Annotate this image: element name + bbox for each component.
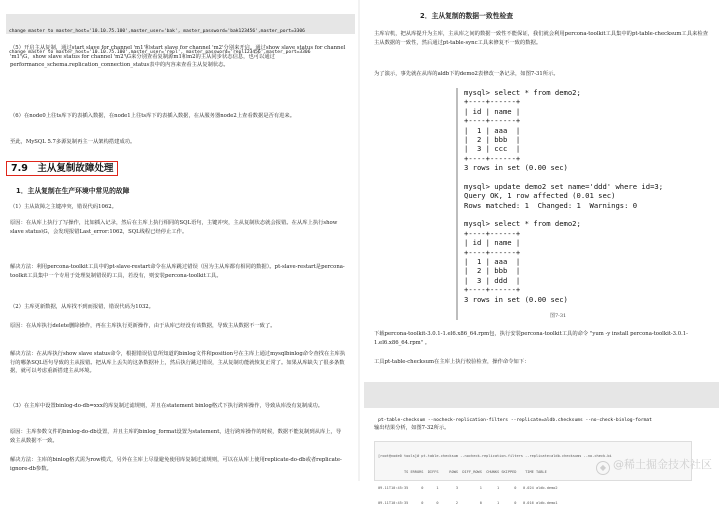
subsection-heading: 2．主从复制的数据一致性检查 (420, 12, 514, 20)
subsection-heading: 1．主从复制在生产环境中常见的故障 (16, 187, 130, 195)
terminal-line: 3 rows in set (0.00 sec) (464, 294, 568, 304)
terminal-line: +----+------+ (464, 153, 521, 163)
terminal-line: | 2 | bbb | (464, 134, 521, 144)
terminal-line: | id | name | (464, 238, 521, 248)
terminal-line: +----+------+ (464, 285, 521, 295)
paragraph: 原因：在从库上执行了写操作，比如插入记录，然后在主库上执行相同的SQL语句，主键冲突，主从复制状态就会报错。在从库上执行show slave status\G，会发现报错Last_error:1062，SQL线程已经停止工作。 (10, 220, 338, 235)
paragraph: 主库宕机，把从库提升为主库，主从库之间的数据一致性不能保证，我们就会利用percona-toolkit工具集中的pt-table-checksum工具来检查主从数据的一致性，然后通过pt-table-sync工具来修复不一致的数据。 (374, 31, 708, 46)
terminal-line: mysql> update demo2 set name='ddd' where id=3; (464, 181, 664, 191)
code-line: pt-table-checksum --nocheck-replication-filters --replicate=aldb.checksums --no-check-binlog-format (378, 418, 652, 423)
paragraph: 下载percona-toolkit-3.0.1-1.el6.x86_64.rpm包，执行安装percona-toolkit工具的命令 "yum -y install percona-toolkit-3.0.1-1.el6.x86_64.rpm" 。 (374, 331, 688, 346)
terminal-figure (456, 88, 666, 320)
terminal-line: 3 rows in set (0.00 sec) (464, 163, 568, 173)
code-line: change master to master_host='10.10.75.100',master_user='bak', master_password='bak123456',master_port=3306 (9, 29, 305, 34)
paragraph: （6）在node0上往ts库下的表插入数据，在node1上往ts库下的表插入数据，在从服务器node2上查看数据是否有进来。 (10, 113, 296, 119)
screenshot-line: TS ERRORS DIFFS ROWS DIFF_ROWS CHUNKS SKIPPED TIME TABLE (378, 470, 547, 475)
section-heading-text: 7.9 主从复制故障处理 (6, 161, 118, 176)
terminal-line: | 2 | bbb | (464, 266, 521, 276)
paragraph: （3）在主库中设置binlog-do-db=xxx的库复制过滤规则，并且在statement binlog格式下执行跨库操作，导致从库没有复制成功。 (10, 403, 324, 409)
paragraph: 解决方法：主库的binlog格式需为row模式，另外在主库上尽量避免使用库复制过滤规则，可以在从库上使用replicate-do-db或者replicate-ignore-db参数。 (10, 457, 342, 472)
screenshot-line: 09-11T10:45:35 0 1 3 1 1 0 0.024 aldb.demo2 (378, 485, 558, 490)
code-block (364, 382, 719, 423)
page-gutter (358, 0, 360, 481)
watermark-logo-icon: ◆ (596, 461, 610, 475)
terminal-line: Query OK, 1 row affected (0.01 sec) (464, 191, 616, 201)
paragraph: 至此，MySQL 5.7多源复制再主一从架构搭建成功。 (10, 139, 136, 145)
code-line: change master to master_host='10.10.75.100',master_user='repl', master_password='repl123456',master_port=3306 (9, 50, 311, 55)
terminal-line: | 1 | aaa | (464, 257, 521, 267)
paragraph: 输出结果分析，如图7-32所示。 (374, 425, 450, 431)
watermark-text: @稀土掘金技术社区 (613, 458, 712, 471)
watermark (596, 456, 712, 475)
terminal-line: | 3 | ddd | (464, 275, 521, 285)
paragraph: （2）主库更新数据，从库找不到而报错，错误代码为1032。 (10, 304, 154, 310)
terminal-line (464, 210, 666, 219)
paragraph: 工具pt-table-checksum在主库上执行校验检查，操作命令如下： (374, 359, 530, 365)
terminal-line: +----+------+ (464, 97, 521, 107)
left-page (2, 0, 354, 481)
terminal-line: Rows matched: 1 Changed: 1 Warnings: 0 (464, 200, 638, 210)
paragraph: 原因：主库参数文件的binlog-do-db设置，并且主库的binlog_format设置为statement，进行跨库操作的时候，数据不能复制到从库上，导致主从数据不一致。 (10, 429, 342, 444)
terminal-line (464, 173, 666, 182)
screenshot-line: 09-11T10:45:35 0 0 2 0 1 0 0.016 aldb.demo1 (378, 501, 558, 506)
terminal-line: +----+------+ (464, 116, 521, 126)
terminal-line: | id | name | (464, 106, 521, 116)
code-block (6, 14, 355, 55)
paragraph: 为了演示，事先就在从库的aldb下的demo2表修改一条记录，如图7-31所示。 (374, 71, 559, 77)
terminal-line: mysql> select * from demo2; (464, 88, 581, 97)
terminal-line: +----+------+ (464, 247, 521, 257)
figure-caption: 图7-31 (550, 313, 567, 319)
paragraph: 解决方法：在从库执行show slave status命令，根据错误信息所知道的binlog文件和position号在主库上通过mysqlbinlog命令查找在主库执行的哪条SQL语句导致的主从报错。把从库上丢失的这条数据补上，然后执行跳过错误，主从复制功能就恢复正常了。如果从库缺失了很多条数据，就可以考虑重新搭建主从环境。 (10, 351, 346, 374)
terminal-line: | 3 | ccc | (464, 144, 521, 154)
paragraph: 解决方法：利用percona-toolkit工具中的pt-slave-restart命令在从库跳过错误（因为主从库都有相同的数据）。pt-slave-restart是percona-toolkit工具集中一个专用于处理复制错误的工具，若没有，则安装percona-toolkit工具。 (10, 264, 345, 279)
section-heading (6, 160, 118, 174)
paragraph: 原因：在从库执行delete删除操作，再在主库执行更新操作，由于从库已经没有该数据，导致主从数据不一致了。 (10, 323, 276, 329)
paragraph: （1）主从故障之主键冲突，错误代码1062。 (10, 204, 117, 210)
right-page (366, 0, 718, 506)
screenshot-line: [root@node0 tools]# pt-table-checksum --nocheck-replication-filters --replicate=aldb.checksums --no-check-bi (378, 454, 612, 459)
terminal-line: mysql> select * from demo2; (464, 219, 581, 229)
paragraph: （5）开启主从复制，通过start slave for channel 'm1'和start slave for channel 'm2'分别来开启。通过show slave status for channel 'm1'\G，show slave status for channel 'm2'\G来分别查看复制源m1和m2的主从同步状态信息，也可以通过performance_schema.replication_connection_status表中的内容来查看主从复制状态。 (10, 45, 346, 68)
terminal-line: +----+------+ (464, 228, 521, 238)
terminal-line: | 1 | aaa | (464, 125, 521, 135)
